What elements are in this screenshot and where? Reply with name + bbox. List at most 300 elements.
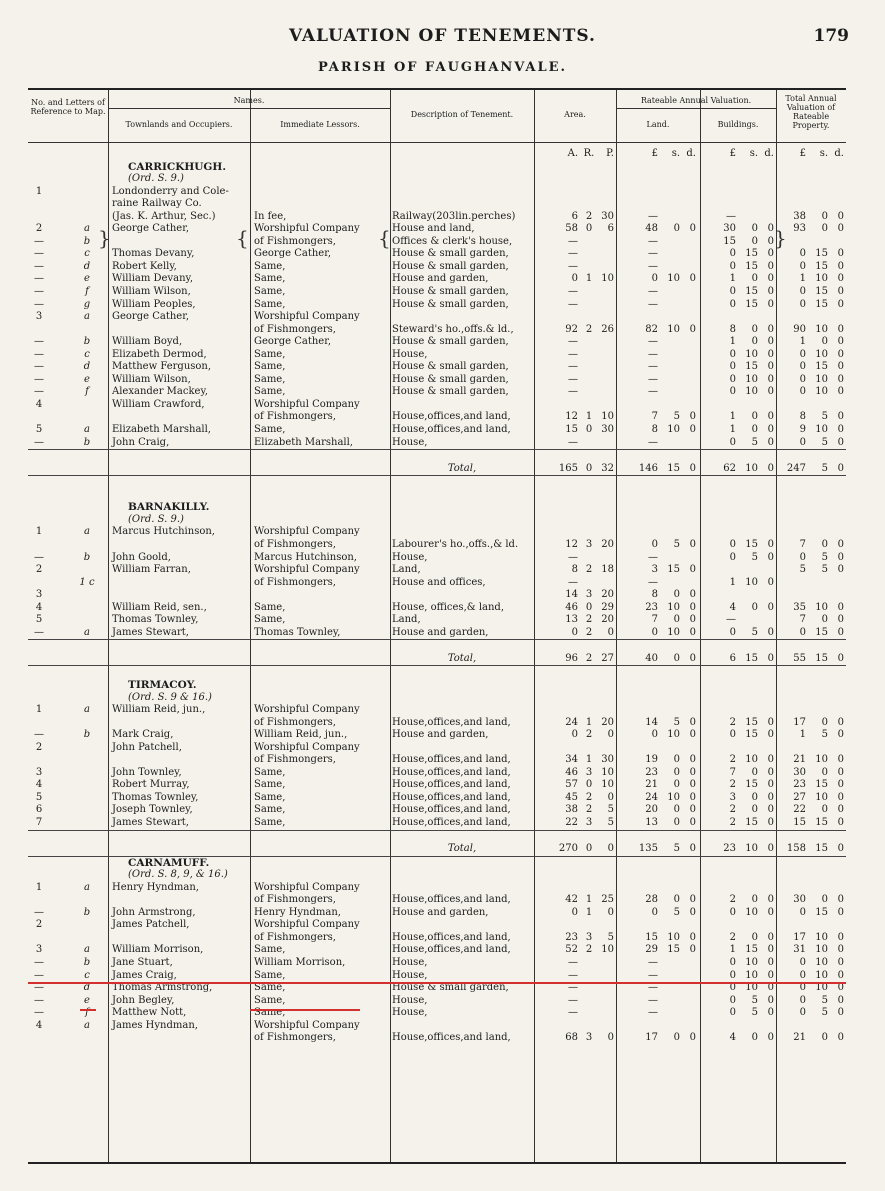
table-row bbox=[28, 717, 846, 730]
cell-ls: 10 bbox=[667, 273, 680, 285]
cell-bd: 0 bbox=[767, 906, 774, 918]
cell-a: 0 bbox=[571, 729, 578, 741]
cell-a: 0 bbox=[571, 273, 578, 285]
cell-les: Same, bbox=[254, 373, 286, 385]
cell-bs: 0 bbox=[751, 424, 758, 436]
cell-ll: 19 bbox=[645, 754, 658, 766]
cell-a: 0 bbox=[571, 626, 578, 638]
cell-td: 0 bbox=[837, 348, 844, 360]
cell-desc: House, bbox=[392, 551, 428, 563]
total-header: Total Annual Valuation of Rateable Property. bbox=[785, 94, 837, 130]
cell-no: 1 bbox=[35, 185, 43, 197]
cell-ls: 5 bbox=[673, 411, 680, 423]
lessors-header: Immediate Lessors. bbox=[280, 120, 360, 129]
table-row bbox=[28, 792, 846, 805]
cell-ts: 10 bbox=[815, 982, 828, 994]
cell-r: 1 bbox=[585, 716, 593, 728]
cell-tl: 0 bbox=[799, 906, 806, 918]
cell-occ: Thomas Armstrong, bbox=[112, 982, 213, 994]
cell-ll: 3 bbox=[651, 564, 658, 576]
cell-bl: — bbox=[726, 210, 736, 222]
cell-let: f bbox=[85, 386, 89, 398]
cell-tl: 0 bbox=[799, 260, 806, 272]
table-row bbox=[28, 223, 846, 236]
cell-tl: 15 bbox=[793, 816, 806, 828]
cell-let: b bbox=[83, 235, 91, 247]
cell-no: — bbox=[34, 273, 44, 285]
cell-les: Same, bbox=[254, 386, 286, 398]
cell-p: 0 bbox=[607, 1032, 614, 1044]
cell-p: 10 bbox=[601, 766, 614, 778]
cell-r: 0 bbox=[585, 779, 593, 791]
cell-p: 10 bbox=[601, 411, 614, 423]
brace-mark: } bbox=[98, 226, 111, 250]
cell-no: 5 bbox=[35, 791, 43, 803]
cell-ts: 10 bbox=[815, 957, 828, 968]
cell-ll: 20 bbox=[645, 804, 658, 816]
cell-occ: Robert Murray, bbox=[112, 779, 190, 791]
cell-a: — bbox=[568, 969, 578, 981]
cell-r: 2 bbox=[585, 626, 593, 638]
cell-a: — bbox=[568, 551, 578, 563]
townlands-header: Townlands and Occupiers. bbox=[125, 120, 233, 129]
cell-no: — bbox=[34, 348, 44, 360]
cell-ts: 10 bbox=[815, 601, 828, 613]
cell-occ: John Goold, bbox=[112, 551, 171, 563]
cell-ld: 0 bbox=[689, 804, 696, 816]
cell-bl: 0 bbox=[729, 729, 736, 741]
cell-ld: 0 bbox=[689, 601, 696, 613]
cell-ts: 10 bbox=[815, 386, 828, 398]
cell-bl: 23 bbox=[723, 843, 736, 855]
cell-les: Worshipful Company bbox=[254, 526, 360, 538]
cell-td: 0 bbox=[837, 373, 844, 385]
cell-occ: William Morrison, bbox=[112, 944, 204, 956]
table-row bbox=[28, 361, 846, 374]
cell-ll: — bbox=[648, 286, 658, 298]
cell-occ: Robert Kelly, bbox=[112, 260, 177, 272]
cell-bd: 0 bbox=[767, 766, 774, 778]
cell-no: — bbox=[34, 298, 44, 310]
cell-ts: 0 bbox=[821, 614, 828, 626]
cell-les: of Fishmongers, bbox=[254, 894, 336, 906]
cell-ll: 7 bbox=[651, 614, 658, 626]
cell-bd: 0 bbox=[767, 361, 774, 373]
cell-bs: 0 bbox=[751, 804, 758, 816]
cell-bs: 0 bbox=[751, 601, 758, 613]
cell-les: In fee, bbox=[254, 210, 287, 222]
cell-r: 3 bbox=[585, 766, 593, 778]
cell-no: 1 bbox=[35, 881, 43, 893]
cell-p: 0 bbox=[607, 729, 614, 741]
table-row bbox=[28, 742, 846, 755]
cell-les: Same, bbox=[254, 766, 286, 778]
cell-a: — bbox=[568, 994, 578, 1006]
cell-p: 10 bbox=[601, 779, 614, 791]
cell-td: 0 bbox=[837, 957, 844, 968]
cell-no: 3 bbox=[35, 589, 43, 601]
cell-occ: John Craig, bbox=[112, 436, 170, 448]
cell-ts: 15 bbox=[815, 248, 828, 260]
cell-ll: — bbox=[648, 361, 658, 373]
cell-bl: 0 bbox=[729, 260, 736, 272]
cell-ll: 23 bbox=[645, 766, 658, 778]
cell-les: Thomas Townley, bbox=[254, 626, 341, 638]
cell-ls: 0 bbox=[673, 223, 680, 235]
cell-ll: — bbox=[648, 336, 658, 348]
table-row bbox=[28, 311, 846, 324]
unit-label: s. bbox=[819, 148, 828, 159]
cell-let: a bbox=[84, 424, 90, 436]
cell-a: 92 bbox=[565, 323, 578, 335]
cell-ll: 0 bbox=[651, 626, 658, 638]
cell-no: — bbox=[34, 1007, 44, 1019]
cell-bl: 2 bbox=[729, 754, 736, 766]
cell-occ: Elizabeth Marshall, bbox=[112, 424, 211, 436]
cell-bd: 0 bbox=[767, 551, 774, 563]
cell-p: 10 bbox=[601, 273, 614, 285]
cell-let: g bbox=[83, 298, 91, 310]
cell-occ: James Stewart, bbox=[112, 626, 189, 638]
cell-desc: House & small garden, bbox=[392, 373, 509, 385]
cell-bd: 0 bbox=[767, 791, 774, 803]
cell-td: 0 bbox=[837, 210, 844, 222]
cell-a: — bbox=[568, 298, 578, 310]
cell-r: 0 bbox=[585, 223, 593, 235]
cell-les: Worshipful Company bbox=[254, 704, 360, 716]
cell-tl: 7 bbox=[799, 538, 806, 550]
cell-no: — bbox=[34, 982, 44, 994]
cell-ts: 0 bbox=[821, 804, 828, 816]
cell-let: a bbox=[84, 526, 90, 538]
cell-les: Same, bbox=[254, 286, 286, 298]
cell-desc: House,offices,and land, bbox=[392, 1032, 511, 1044]
cell-les: of Fishmongers, bbox=[254, 754, 336, 766]
cell-ld: 0 bbox=[689, 652, 696, 664]
cell-ts: 5 bbox=[821, 729, 828, 741]
cell-occ: John Patchell, bbox=[112, 741, 182, 753]
cell-ll: 48 bbox=[645, 223, 658, 235]
cell-tl: 158 bbox=[786, 843, 806, 855]
cell-les: Same, bbox=[254, 944, 286, 956]
cell-bs: 10 bbox=[745, 576, 758, 588]
table-row bbox=[28, 261, 846, 274]
cell-bl: 2 bbox=[729, 894, 736, 906]
table-row bbox=[28, 198, 846, 211]
cell-bd: 0 bbox=[767, 957, 774, 968]
cell-td: 0 bbox=[837, 564, 844, 576]
cell-ts: 5 bbox=[821, 411, 828, 423]
cell-bd: 0 bbox=[767, 576, 774, 588]
total-row bbox=[28, 463, 846, 477]
townland-heading bbox=[28, 501, 846, 514]
cell-desc: House & small garden, bbox=[392, 286, 509, 298]
cell-a: — bbox=[568, 336, 578, 348]
cell-ld: 0 bbox=[689, 894, 696, 906]
table-row bbox=[28, 211, 846, 224]
cell-td: 0 bbox=[837, 273, 844, 285]
cell-p: 0 bbox=[607, 843, 614, 855]
cell-les: Same, bbox=[254, 994, 286, 1006]
cell-ls: 15 bbox=[667, 944, 680, 956]
cell-let: e bbox=[84, 373, 90, 385]
table-row bbox=[28, 411, 846, 424]
cell-td: 0 bbox=[837, 652, 844, 664]
cell-tl: 0 bbox=[799, 626, 806, 638]
table-body bbox=[28, 148, 846, 1045]
cell-tl: 0 bbox=[799, 551, 806, 563]
table-row bbox=[28, 627, 846, 641]
cell-bs: 10 bbox=[745, 843, 758, 855]
cell-ts: 0 bbox=[821, 894, 828, 906]
cell-bd: 0 bbox=[767, 260, 774, 272]
cell-occ: John Townley, bbox=[112, 766, 182, 778]
cell-no: 2 bbox=[35, 223, 43, 235]
cell-r: 1 bbox=[585, 273, 593, 285]
cell-let: 1 c bbox=[79, 576, 95, 588]
cell-a: 42 bbox=[565, 894, 578, 906]
cell-a: 58 bbox=[565, 223, 578, 235]
cell-bl: 0 bbox=[729, 906, 736, 918]
cell-tl: 35 bbox=[793, 601, 806, 613]
cell-desc: House & small garden, bbox=[392, 982, 509, 994]
cell-td: 0 bbox=[837, 601, 844, 613]
cell-les: Same, bbox=[254, 1007, 286, 1019]
cell-p: 20 bbox=[601, 589, 614, 601]
cell-tl: 17 bbox=[793, 931, 806, 943]
cell-bs: 10 bbox=[745, 982, 758, 994]
cell-bl: 2 bbox=[729, 816, 736, 828]
cell-let: f bbox=[85, 1007, 89, 1019]
cell-ll: 24 bbox=[645, 791, 658, 803]
table-row bbox=[28, 148, 846, 161]
cell-td: 0 bbox=[837, 906, 844, 918]
table-row bbox=[28, 995, 846, 1008]
cell-desc: House & small garden, bbox=[392, 298, 509, 310]
cell-td: 0 bbox=[837, 931, 844, 943]
cell-p: 10 bbox=[601, 944, 614, 956]
cell-ld: 0 bbox=[689, 766, 696, 778]
cell-ls: 0 bbox=[673, 1032, 680, 1044]
cell-bl: 6 bbox=[729, 652, 736, 664]
cell-bl: — bbox=[726, 614, 736, 626]
cell-let: b bbox=[83, 336, 91, 348]
cell-bd: 0 bbox=[767, 816, 774, 828]
cell-r: 3 bbox=[585, 931, 593, 943]
cell-a: — bbox=[568, 361, 578, 373]
cell-bs: 0 bbox=[751, 1032, 758, 1044]
cell-bs: 10 bbox=[745, 957, 758, 968]
area-header: Area. bbox=[564, 110, 586, 119]
cell-bl: 2 bbox=[729, 804, 736, 816]
cell-td: 0 bbox=[837, 766, 844, 778]
table-row bbox=[28, 907, 846, 920]
cell-ls: 5 bbox=[673, 538, 680, 550]
cell-a: — bbox=[568, 348, 578, 360]
cell-ld: 0 bbox=[689, 223, 696, 235]
cell-desc: House,offices,and land, bbox=[392, 791, 511, 803]
cell-a: 8 bbox=[571, 564, 578, 576]
cell-let: c bbox=[84, 348, 90, 360]
cell-ls: 15 bbox=[667, 564, 680, 576]
cell-bs: 10 bbox=[745, 906, 758, 918]
brace-mark: } bbox=[774, 226, 787, 250]
cell-no: — bbox=[34, 957, 44, 968]
cell-let: a bbox=[84, 223, 90, 235]
cell-bd: 0 bbox=[767, 286, 774, 298]
cell-bl: 0 bbox=[729, 1007, 736, 1019]
cell-no: — bbox=[34, 336, 44, 348]
cell-a: 68 bbox=[565, 1032, 578, 1044]
cell-bs: 0 bbox=[751, 894, 758, 906]
table-row bbox=[28, 602, 846, 615]
cell-a: 270 bbox=[558, 843, 578, 855]
cell-occ: William Crawford, bbox=[112, 398, 205, 410]
cell-r: 2 bbox=[585, 729, 593, 741]
cell-no: — bbox=[34, 436, 44, 448]
cell-ld: 0 bbox=[689, 906, 696, 918]
cell-les: of Fishmongers, bbox=[254, 1032, 336, 1044]
cell-no: 5 bbox=[35, 424, 43, 436]
cell-occ: William Reid, jun., bbox=[112, 704, 206, 716]
cell-p: 0 bbox=[607, 791, 614, 803]
cell-bs: 10 bbox=[745, 348, 758, 360]
table-row bbox=[28, 704, 846, 717]
cell-ll: — bbox=[648, 982, 658, 994]
cell-ll: — bbox=[648, 248, 658, 260]
cell-p: 20 bbox=[601, 538, 614, 550]
cell-td: 0 bbox=[837, 424, 844, 436]
cell-r: 2 bbox=[585, 323, 593, 335]
cell-occ: James Craig, bbox=[112, 969, 177, 981]
cell-ll: 28 bbox=[645, 894, 658, 906]
cell-a: 12 bbox=[565, 411, 578, 423]
cell-p: 32 bbox=[601, 462, 614, 474]
brace-mark: { bbox=[236, 226, 249, 250]
cell-a: — bbox=[568, 373, 578, 385]
cell-bs: 0 bbox=[751, 235, 758, 247]
cell-bs: 15 bbox=[745, 716, 758, 728]
cell-td: 0 bbox=[837, 994, 844, 1006]
table-row bbox=[28, 1032, 846, 1045]
cell-td: 0 bbox=[837, 626, 844, 638]
cell-bl: 0 bbox=[729, 248, 736, 260]
cell-bd: 0 bbox=[767, 779, 774, 791]
cell-occ: Matthew Ferguson, bbox=[112, 361, 212, 373]
unit-label: d. bbox=[686, 148, 696, 159]
cell-ll: — bbox=[648, 386, 658, 398]
cell-occ: Jane Stuart, bbox=[112, 957, 173, 968]
cell-tl: 0 bbox=[799, 1007, 806, 1019]
ref-column-header: No. and Letters of Reference to Map. bbox=[30, 98, 106, 116]
cell-bs: 15 bbox=[745, 298, 758, 310]
cell-td: 0 bbox=[837, 286, 844, 298]
cell-let: d bbox=[83, 982, 91, 994]
cell-r: 2 bbox=[585, 614, 593, 626]
cell-a: 45 bbox=[565, 791, 578, 803]
cell-r: 3 bbox=[585, 1032, 593, 1044]
cell-let: b bbox=[83, 906, 91, 918]
cell-td: 0 bbox=[837, 1032, 844, 1044]
cell-desc: House,offices,and land, bbox=[392, 944, 511, 956]
cell-les: Same, bbox=[254, 804, 286, 816]
cell-a: 22 bbox=[565, 816, 578, 828]
cell-bd: 0 bbox=[767, 1007, 774, 1019]
cell-p: 0 bbox=[607, 626, 614, 638]
cell-ls: 0 bbox=[673, 816, 680, 828]
cell-ls: 0 bbox=[673, 652, 680, 664]
cell-ts: 5 bbox=[821, 564, 828, 576]
cell-les: Same, bbox=[254, 791, 286, 803]
cell-a: 0 bbox=[571, 906, 578, 918]
cell-a: — bbox=[568, 436, 578, 448]
cell-tl: 31 bbox=[793, 944, 806, 956]
cell-tl: 17 bbox=[793, 716, 806, 728]
cell-r: 2 bbox=[585, 804, 593, 816]
cell-les: of Fishmongers, bbox=[254, 931, 336, 943]
cell-ll: 29 bbox=[645, 944, 658, 956]
cell-occ: Thomas Townley, bbox=[112, 791, 199, 803]
cell-ls: 0 bbox=[673, 589, 680, 601]
cell-a: 14 bbox=[565, 589, 578, 601]
cell-tl: 1 bbox=[799, 336, 806, 348]
cell-tl: 22 bbox=[793, 804, 806, 816]
table-row bbox=[28, 692, 846, 705]
unit-label: R. bbox=[583, 148, 595, 159]
cell-occ: Londonderry and Cole- bbox=[112, 185, 229, 197]
cell-no: — bbox=[34, 906, 44, 918]
table-row bbox=[28, 186, 846, 199]
cell-p: 18 bbox=[601, 564, 614, 576]
cell-ts: 0 bbox=[821, 766, 828, 778]
table-row bbox=[28, 640, 846, 653]
cell-r: 3 bbox=[585, 816, 593, 828]
cell-no: 5 bbox=[35, 614, 43, 626]
header-rule bbox=[108, 108, 390, 109]
cell-bs: 15 bbox=[745, 944, 758, 956]
cell-occ: (Ord. S. 9.) bbox=[128, 513, 184, 525]
cell-bs: 0 bbox=[751, 411, 758, 423]
cell-ls: 10 bbox=[667, 601, 680, 613]
cell-a: 23 bbox=[565, 931, 578, 943]
cell-les: Worshipful Company bbox=[254, 223, 360, 235]
cell-tl: 21 bbox=[793, 754, 806, 766]
cell-p: 30 bbox=[601, 754, 614, 766]
cell-les: William Reid, jun., bbox=[254, 729, 348, 741]
cell-ll: 0 bbox=[651, 729, 658, 741]
cell-ls: 0 bbox=[673, 614, 680, 626]
cell-bd: 0 bbox=[767, 716, 774, 728]
cell-let: b bbox=[83, 436, 91, 448]
cell-desc: Total, bbox=[447, 652, 477, 664]
cell-no: — bbox=[34, 248, 44, 260]
table-row bbox=[28, 324, 846, 337]
cell-td: 0 bbox=[837, 538, 844, 550]
cell-desc: House,offices,and land, bbox=[392, 779, 511, 791]
cell-occ: Elizabeth Dermod, bbox=[112, 348, 207, 360]
cell-bs: 0 bbox=[751, 223, 758, 235]
table-row bbox=[28, 437, 846, 451]
cell-bl: 7 bbox=[729, 766, 736, 778]
cell-no: — bbox=[34, 626, 44, 638]
cell-occ: William Wilson, bbox=[112, 373, 191, 385]
cell-r: 1 bbox=[585, 906, 593, 918]
cell-p: 25 bbox=[601, 894, 614, 906]
table-row bbox=[28, 957, 846, 970]
table-row bbox=[28, 450, 846, 463]
cell-ld: 0 bbox=[689, 564, 696, 576]
cell-no: — bbox=[34, 551, 44, 563]
